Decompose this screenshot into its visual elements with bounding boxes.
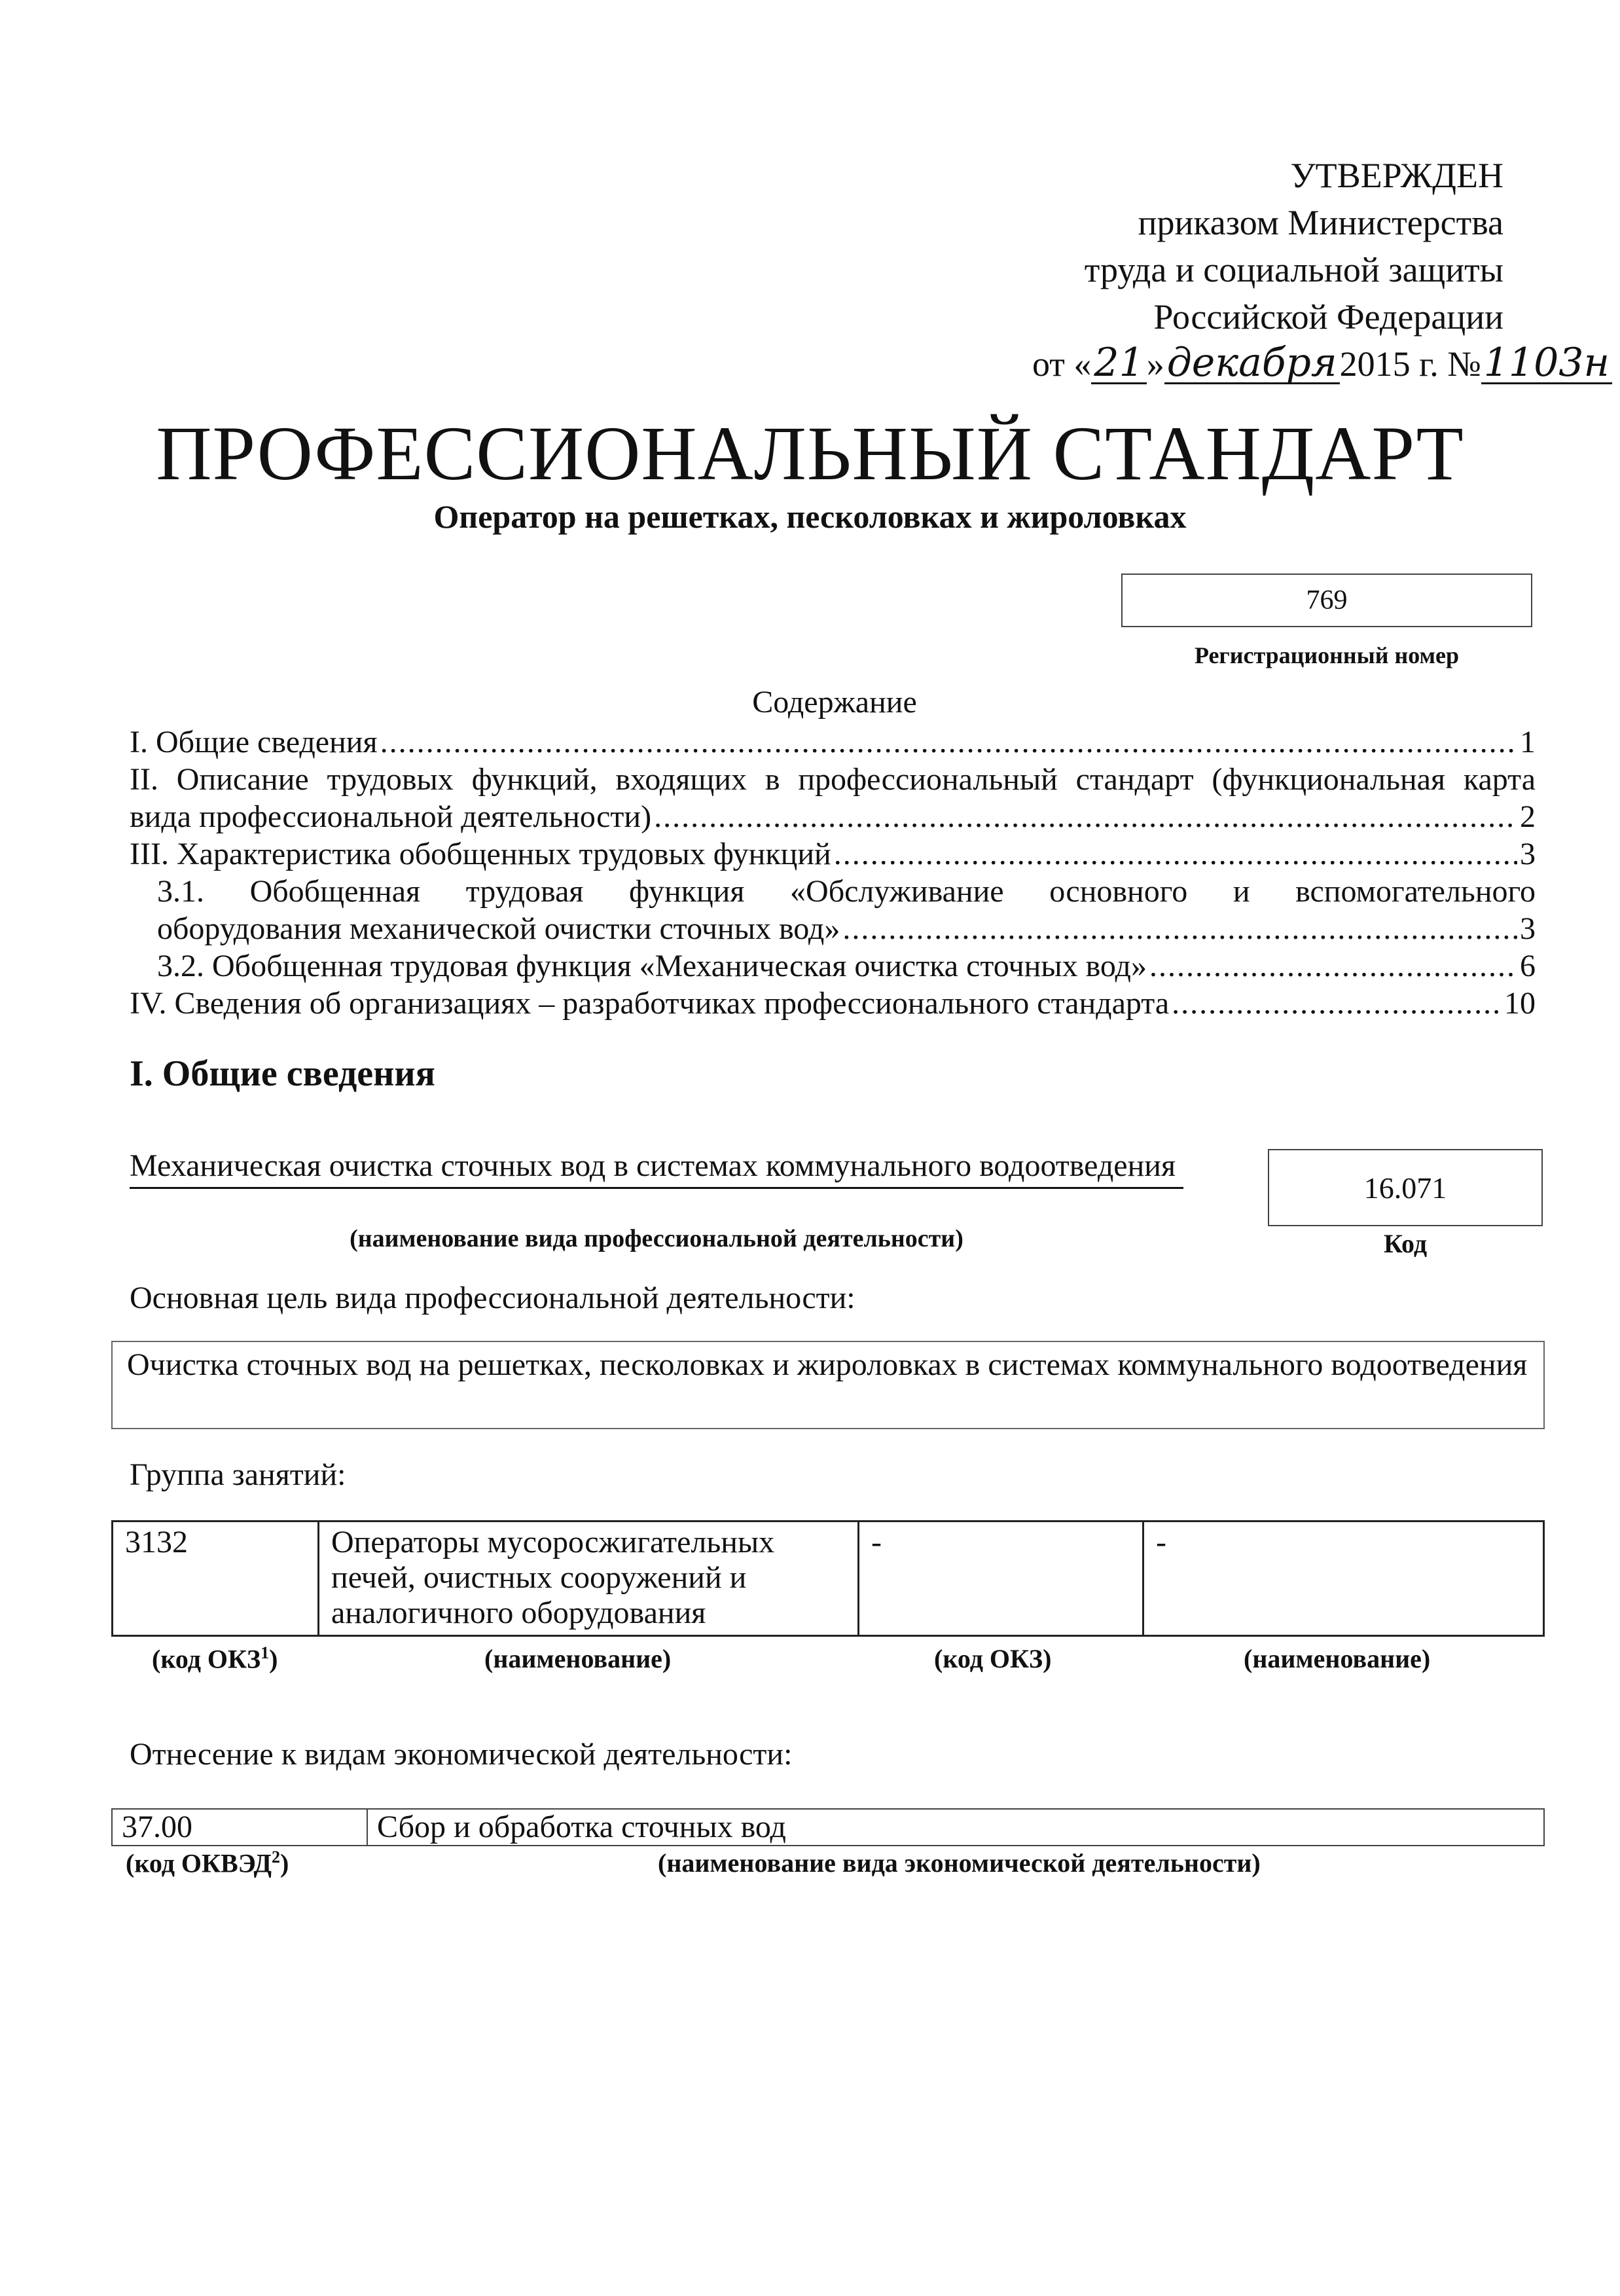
toc-item[interactable]: [130, 835, 1536, 873]
occupation-name-cell: -: [1143, 1522, 1544, 1636]
toc-item-page: 3: [1520, 837, 1536, 871]
approval-line-4: Российской Федерации: [1153, 297, 1503, 337]
toc-item-text: 3.2. Обобщенная трудовая функция «Механическая очистка сточных вод»: [157, 949, 1147, 983]
toc-item-text: вида профессиональной деятельности): [130, 799, 652, 834]
approval-block: [1032, 152, 1610, 388]
occupation-code-cell: 3132: [113, 1522, 319, 1636]
toc-leader: [1149, 947, 1517, 985]
okved-name-caption: (наименование вида экономической деятельности): [658, 1848, 1261, 1878]
activity-code-box: [1268, 1149, 1543, 1226]
caption-text: ): [280, 1848, 289, 1878]
toc-item[interactable]: [130, 798, 1536, 835]
approval-line-3: труда и социальной защиты: [1084, 250, 1503, 289]
toc-leader: [380, 723, 1517, 761]
toc-leader: [654, 798, 1517, 835]
goal-label: Основная цель вида профессиональной деятельности:: [130, 1281, 855, 1315]
date-close: »: [1146, 344, 1164, 384]
toc-item-page: 2: [1520, 799, 1536, 834]
table-of-contents: [130, 723, 1536, 1022]
toc-item[interactable]: [130, 985, 1536, 1022]
table-row: [113, 1522, 1544, 1636]
name-caption: (наименование): [1244, 1644, 1431, 1673]
goal-text: Очистка сточных вод на решетках, песколовках и жироловках в системах коммунального водоотведения: [111, 1341, 1545, 1429]
registration-number: 769: [1306, 585, 1348, 615]
registration-number-box: [1121, 574, 1532, 627]
activity-name: Механическая очистка сточных вод в системах коммунального водоотведения: [130, 1147, 1183, 1189]
econ-activity-table: [111, 1808, 1545, 1846]
econ-activity-label: Отнесение к видам экономической деятельности:: [130, 1737, 793, 1772]
document-subtitle: Оператор на решетках, песколовках и жироловках: [433, 498, 1187, 535]
toc-item-line1[interactable]: 3.1. Обобщенная трудовая функция «Обслуживание основного и вспомогательного: [157, 874, 1536, 909]
date-prefix: от «: [1032, 344, 1092, 384]
toc-item-page: 3: [1520, 911, 1536, 946]
occupation-name-cell: Операторы мусоросжигательных печей, очистных сооружений и аналогичного оборудования: [319, 1522, 859, 1636]
caption-text: (код ОКЗ: [152, 1644, 261, 1674]
toc-item-text: IV. Сведения об организациях – разработчиках профессионального стандарта: [130, 986, 1170, 1021]
okz-code-caption: (код ОКЗ): [934, 1644, 1052, 1673]
toc-item-line1[interactable]: II. Описание трудовых функций, входящих в профессиональный стандарт (функциональная карта: [130, 762, 1536, 797]
toc-leader: [842, 910, 1517, 947]
activity-code: 16.071: [1363, 1171, 1447, 1205]
caption-text: (код ОКВЭД: [126, 1848, 272, 1878]
approval-month: декабря: [1164, 343, 1340, 384]
toc-leader: [834, 835, 1517, 873]
occupation-group-label: Группа занятий:: [130, 1457, 346, 1492]
activity-code-label: Код: [1383, 1229, 1428, 1258]
toc-heading: Содержание: [752, 685, 917, 720]
approval-date-line: [1032, 340, 1610, 388]
toc-item-page: 10: [1504, 986, 1536, 1021]
footnote-marker: 1: [261, 1643, 270, 1662]
toc-item-page: 1: [1520, 725, 1536, 759]
occupation-code-cell: -: [859, 1522, 1143, 1636]
approval-year: 2015 г. №: [1339, 344, 1481, 384]
registration-number-label: Регистрационный номер: [1194, 642, 1460, 668]
okz-code-caption: [152, 1643, 278, 1674]
okved-code-cell: 37.00: [112, 1809, 367, 1846]
okved-code-caption: [126, 1848, 289, 1878]
document-title: ПРОФЕССИОНАЛЬНЫЙ СТАНДАРТ: [156, 410, 1464, 496]
table-row: [112, 1809, 1544, 1846]
toc-leader: [1172, 985, 1502, 1022]
approval-day: 21: [1091, 343, 1146, 384]
activity-caption: (наименование вида профессиональной деятельности): [350, 1225, 963, 1252]
okved-name-cell: Сбор и обработка сточных вод: [367, 1809, 1544, 1846]
footnote-marker: 2: [272, 1848, 281, 1867]
toc-item-page: 6: [1520, 949, 1536, 983]
toc-item-text: I. Общие сведения: [130, 725, 378, 759]
section-title: I. Общие сведения: [130, 1053, 435, 1094]
toc-item-text: III. Характеристика обобщенных трудовых функций: [130, 837, 831, 871]
name-caption: (наименование): [484, 1644, 672, 1673]
approval-line-1: УТВЕРЖДЕН: [1290, 156, 1503, 195]
toc-item[interactable]: [130, 910, 1536, 947]
toc-item[interactable]: [130, 947, 1536, 985]
approval-line-2: приказом Министерства: [1138, 203, 1503, 242]
toc-item[interactable]: [130, 723, 1536, 761]
caption-text: ): [269, 1644, 278, 1674]
approval-number: 1103н: [1481, 343, 1612, 384]
toc-item-text: оборудования механической очистки сточных вод»: [157, 911, 840, 946]
occupation-table: [111, 1520, 1545, 1637]
